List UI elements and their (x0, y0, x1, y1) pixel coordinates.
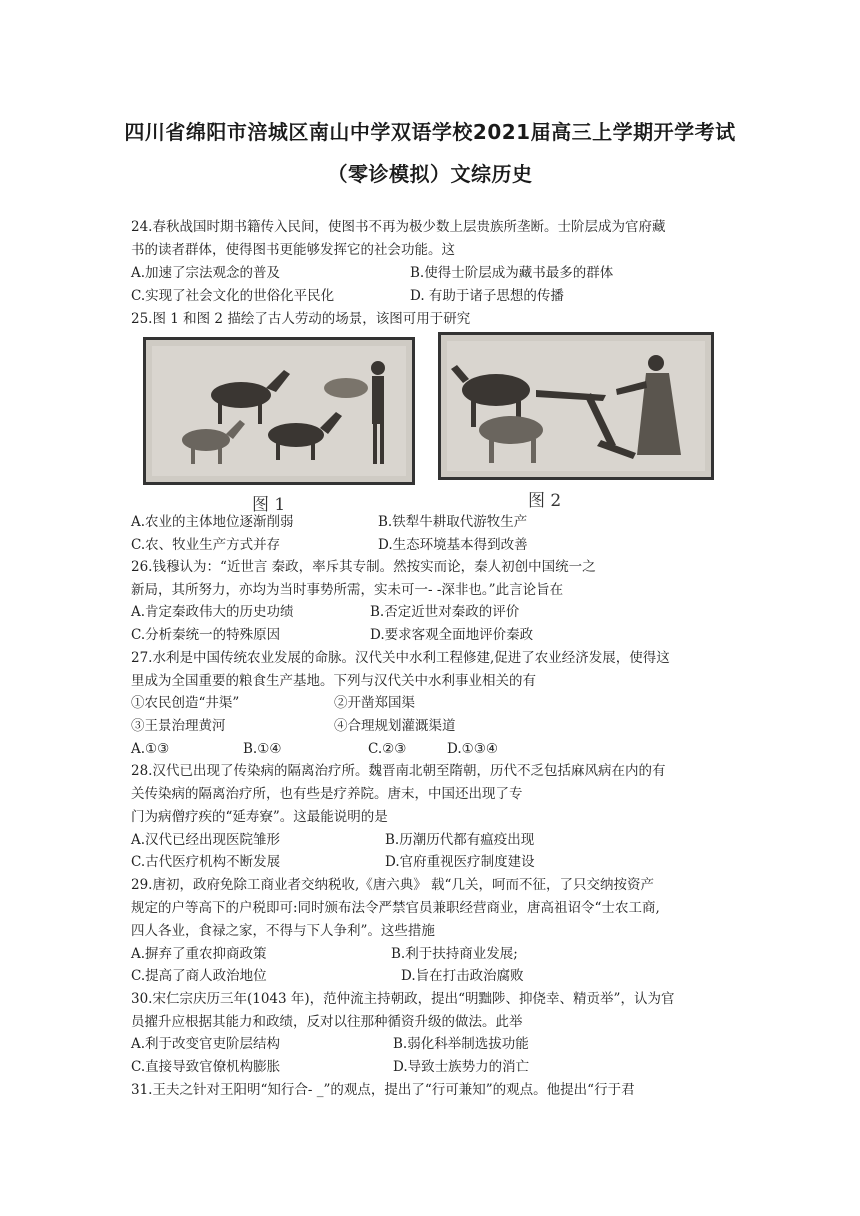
q27-item-4: ④合理规划灌溉渠道 (334, 718, 456, 734)
q25-option-b: B.铁犁牛耕取代游牧生产 (378, 514, 528, 530)
q27-item-3: ③王景治理黄河 (131, 718, 226, 734)
q30-stem: 30.宋仁宗庆历三年(1043 年)，范仲流主持朝政，提出“明黜陟、抑侥幸、精贡举”，认为官 (131, 991, 675, 1007)
q27-option-a: A.①③ (131, 741, 170, 757)
q26-option-a: A.肯定秦政伟大的历史功绩 (131, 604, 294, 620)
q27-item-1: ①农民创造“井渠” (131, 695, 240, 711)
q24-option-c: C.实现了社会文化的世俗化平民化 (131, 288, 335, 304)
ox-plowing-illustration (441, 335, 711, 477)
q24-stem: 24.春秋战国时期书籍传入民间，使图书不再为极少数上层贵族所垄断。士阶层成为官府藏 (131, 219, 666, 235)
q27-item-2: ②开凿郑国渠 (334, 695, 415, 711)
q30-option-c: C.直接导致官僚机构膨胀 (131, 1059, 281, 1075)
q29-option-b: B.利于扶持商业发展; (391, 946, 518, 962)
page-title: 四川省绵阳市涪城区南山中学双语学校2021届高三上学期开学考试 (124, 120, 736, 144)
q28-option-a: A.汉代已经出现医院雏形 (131, 832, 281, 848)
q29-stem-cont: 规定的户等高下的户税即可:同时颁布法令严禁官员兼职经营商业，唐高祖诏令“士农工商, (131, 900, 660, 916)
q31-stem: 31.王夫之针对王阳明“知行合- _”的观点，提出了“行可兼知”的观点。他提出“行于君 (131, 1082, 635, 1098)
q27-stem: 27.水利是中国传统农业发展的命脉。汉代关中水利工程修建,促进了农业经济发展，使得这 (131, 650, 670, 666)
q24-option-a: A.加速了宗法观念的普及 (131, 265, 281, 281)
q28-stem: 28.汉代已出现了传染病的隔离治疗所。魏晋南北朝至隋朝，历代不乏包括麻风病在内的有 (131, 763, 666, 779)
q25-option-c: C.农、牧业生产方式并存 (131, 537, 281, 553)
figure-1-caption: 图 1 (252, 495, 286, 515)
q29-option-c: C.提高了商人政治地位 (131, 968, 267, 984)
q24-option-b: B.使得士阶层成为藏书最多的群体 (410, 265, 614, 281)
q26-stem-cont: 新局，其所努力，亦均为当时事势所需，实未可一- -深非也。”此言论旨在 (131, 582, 564, 598)
horse-herding-illustration (146, 340, 412, 482)
q29-stem: 29.唐初，政府免除工商业者交纳税收,《唐六典》 载“几关，呵而不征，了只交纳按资产 (131, 877, 654, 893)
q27-option-b: B.①④ (243, 741, 282, 757)
q30-option-a: A.利于改变官吏阶层结构 (131, 1036, 281, 1052)
page-subtitle: （零诊模拟）文综历史 (327, 162, 533, 186)
q28-option-d: D.官府重视医疗制度建设 (385, 854, 535, 870)
q27-option-d: D.①③④ (447, 741, 498, 757)
q27-stem-cont: 里成为全国重要的粮食生产基地。下列与汉代关中水利事业相关的有 (131, 673, 536, 689)
q30-option-b: B.弱化科举制选拔功能 (393, 1036, 529, 1052)
q25-stem: 25.图 1 和图 2 描绘了古人劳动的场景，该图可用于研究 (131, 311, 471, 327)
q30-stem-cont: 员擢升应根据其能力和政绩，反对以往那种循资升级的做法。此举 (131, 1014, 523, 1030)
q29-option-d: D.旨在打击政治腐败 (401, 968, 524, 984)
q28-option-b: B.历潮历代都有瘟疫出现 (385, 832, 535, 848)
q29-stem-cont-2: 四人各业，食禄之家，不得与下人争利”。这些措施 (131, 923, 435, 939)
q29-option-a: A.摒弃了重农抑商政策 (131, 946, 267, 962)
q24-stem-cont: 书的读者群体，使得图书更能够发挥它的社会功能。这 (131, 242, 455, 258)
figure-1-herding-mural (143, 337, 415, 485)
figure-2-caption: 图 2 (528, 491, 562, 511)
q26-option-d: D.要求客观全面地评价秦政 (370, 627, 534, 643)
q28-stem-cont-2: 门为病僧疗疾的“延寿寮”。这最能说明的是 (131, 809, 388, 825)
q25-option-d: D.生态环境基本得到改善 (378, 537, 528, 553)
q26-stem: 26.钱穆认为：“近世言 秦政，率斥其专制。然按实而论，秦人初创中国统一之 (131, 559, 596, 575)
figure-2-plowing-mural (438, 332, 714, 480)
q26-option-c: C.分析秦统一的特殊原因 (131, 627, 281, 643)
q28-option-c: C.古代医疗机构不断发展 (131, 854, 281, 870)
q25-option-a: A.农业的主体地位逐渐削弱 (131, 514, 294, 530)
q24-option-d: D. 有助于诸子思想的传播 (410, 288, 564, 304)
q30-option-d: D.导致士族势力的消亡 (393, 1059, 530, 1075)
q27-option-c: C.②③ (368, 741, 407, 757)
q26-option-b: B.否定近世对秦政的评价 (370, 604, 520, 620)
q28-stem-cont: 关传染病的隔离治疗所，也有些是疗养院。唐末，中国还出现了专 (131, 786, 523, 802)
